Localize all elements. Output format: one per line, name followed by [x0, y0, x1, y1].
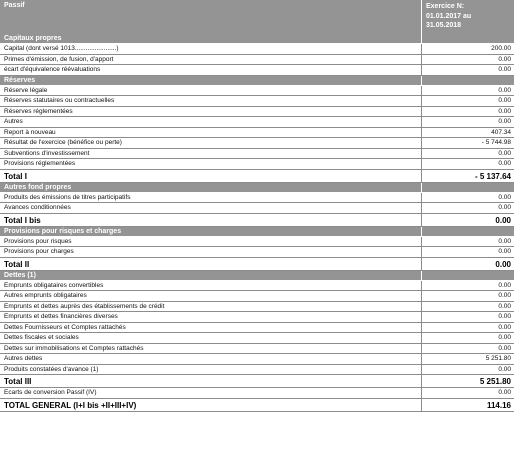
row-label: Provisions réglementées	[0, 159, 422, 169]
header-label: Passif	[0, 0, 422, 34]
row-value: 0.00	[498, 281, 511, 289]
table-row	[0, 237, 514, 248]
row-label: Produits des émissions de titres participatifs	[0, 193, 422, 203]
table-row	[0, 128, 514, 139]
row-value: 5 251.80	[479, 377, 511, 386]
row-value: 0.00	[498, 323, 511, 331]
row-value: 0.00	[498, 334, 511, 341]
total-row	[0, 170, 514, 183]
table-row	[0, 138, 514, 149]
header-period-line: Exercice N:	[426, 3, 465, 10]
row-value: 0.00	[495, 259, 511, 269]
row-value: 0.00	[498, 97, 511, 104]
row-label: Dettes Fournisseurs et Comptes rattachés	[0, 323, 422, 333]
row-label: Produits constatées d'avance (1)	[0, 365, 422, 375]
row-value: 0.00	[498, 204, 511, 211]
row-value: 0.00	[498, 237, 511, 245]
row-label: Autres fond propres	[0, 183, 422, 192]
row-value: 0.00	[498, 313, 511, 320]
row-value: - 5 744.98	[481, 139, 511, 146]
row-label: Autres emprunts obligataires	[0, 291, 422, 301]
row-value	[422, 227, 514, 236]
row-label: Report à nouveau	[0, 128, 422, 138]
row-value: 0.00	[498, 118, 511, 125]
row-value: 0.00	[498, 344, 511, 352]
row-label: Résultat de l'exercice (bénéfice ou perte)	[0, 138, 422, 148]
table-row	[0, 323, 514, 334]
row-label: Provisions pour risques et charges	[0, 227, 422, 236]
table-row	[0, 312, 514, 323]
row-label: Capitaux propres	[0, 34, 422, 43]
table-header	[0, 0, 514, 34]
row-value: 0.00	[498, 107, 511, 115]
table-row	[0, 365, 514, 376]
row-label: Emprunts et dettes financières diverses	[0, 312, 422, 322]
row-value: 200.00	[491, 45, 511, 52]
row-label: Réserves statutaires ou contractuelles	[0, 96, 422, 106]
table-row	[0, 333, 514, 344]
table-row	[0, 388, 514, 399]
table-row	[0, 44, 514, 55]
row-label: TOTAL GENERAL (I+I bis +II+III+IV)	[0, 399, 422, 411]
row-label: Total II	[0, 258, 422, 270]
total-row	[0, 399, 514, 412]
row-value: 0.00	[498, 86, 511, 94]
row-label: écart d'équivalence réévaluations	[0, 65, 422, 75]
row-value: 0.00	[498, 365, 511, 373]
row-label: Subventions d'investissement	[0, 149, 422, 159]
row-value	[422, 183, 514, 192]
row-label: Emprunts obligataires convertibles	[0, 281, 422, 291]
table-row	[0, 302, 514, 313]
row-value: 0.00	[495, 215, 511, 225]
section-header-row	[0, 227, 514, 237]
table-row	[0, 203, 514, 214]
row-label: Avances conditionnées	[0, 203, 422, 213]
section-header-row	[0, 271, 514, 281]
table-body	[0, 34, 514, 412]
table-row	[0, 55, 514, 66]
header-period-line: 01.01.2017 au	[426, 12, 472, 20]
row-label: Provisions pour charges	[0, 247, 422, 257]
table-row	[0, 159, 514, 170]
row-label: Ecarts de conversion Passif (IV)	[0, 388, 422, 398]
table-row	[0, 149, 514, 160]
row-label: Dettes fiscales et sociales	[0, 333, 422, 343]
row-label: Dettes (1)	[0, 271, 422, 280]
row-label: Total I	[0, 170, 422, 182]
section-header-row	[0, 183, 514, 193]
row-value: 0.00	[498, 160, 511, 167]
table-row	[0, 117, 514, 128]
row-label: Primes d'émission, de fusion, d'apport	[0, 55, 422, 65]
row-value	[422, 34, 514, 43]
table-row	[0, 65, 514, 76]
row-label: Réserve légale	[0, 86, 422, 96]
row-value: 0.00	[498, 66, 511, 73]
header-period	[422, 0, 514, 34]
total-row	[0, 214, 514, 227]
row-label: Total I bis	[0, 214, 422, 226]
row-label: Dettes sur immobilisations et Comptes rattachés	[0, 344, 422, 354]
row-value: 0.00	[498, 193, 511, 201]
table-row	[0, 291, 514, 302]
table-row	[0, 247, 514, 258]
row-value: 0.00	[498, 389, 511, 396]
row-value: 5 251.80	[485, 355, 511, 362]
header-period-line: 31.05.2018	[426, 22, 462, 29]
total-row	[0, 258, 514, 271]
table-row	[0, 281, 514, 292]
total-row	[0, 375, 514, 388]
table-row	[0, 86, 514, 97]
row-value: 0.00	[498, 248, 511, 255]
row-label: Autres dettes	[0, 354, 422, 364]
table-row	[0, 107, 514, 118]
row-value	[422, 271, 514, 280]
row-label: Provisions pour risques	[0, 237, 422, 247]
row-value: 407.34	[491, 128, 511, 136]
table-row	[0, 354, 514, 365]
row-value: 0.00	[498, 292, 511, 299]
table-row	[0, 344, 514, 355]
section-header-row	[0, 34, 514, 44]
table-row	[0, 96, 514, 107]
row-value: - 5 137.64	[474, 171, 511, 181]
row-label: Capital (dont versé 1013.......................)	[0, 44, 422, 54]
row-label: Total III	[0, 375, 422, 387]
row-label: Emprunts et dettes auprès des établissements de crédit	[0, 302, 422, 312]
row-value: 0.00	[498, 55, 511, 63]
row-label: Réserves	[0, 76, 422, 85]
table-row	[0, 193, 514, 204]
row-value: 114.16	[486, 400, 511, 410]
row-value: 0.00	[498, 302, 511, 310]
row-label: Autres	[0, 117, 422, 127]
section-header-row	[0, 76, 514, 86]
row-value	[422, 76, 514, 85]
row-label: Réserves réglementées	[0, 107, 422, 117]
row-value: 0.00	[498, 149, 511, 157]
